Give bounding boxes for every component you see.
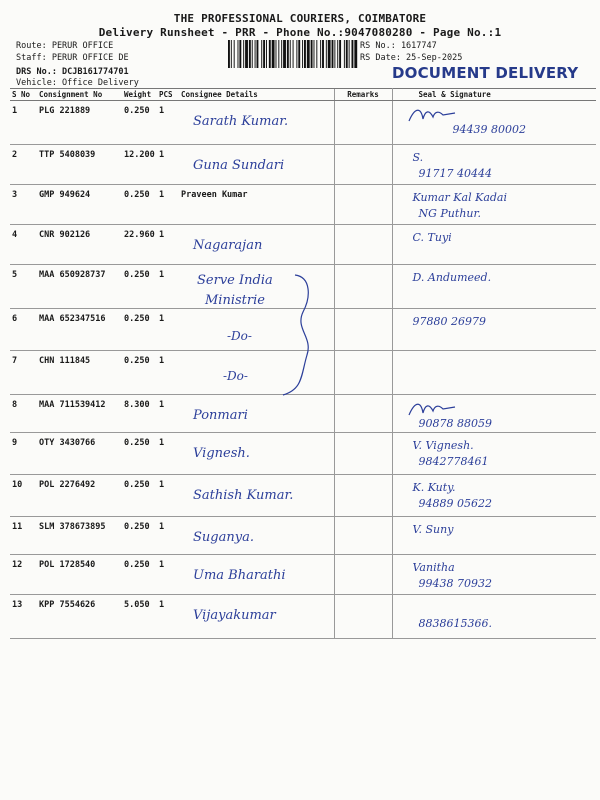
row-weight: 0.250 <box>122 351 157 395</box>
ditto-1: -Do- <box>227 329 252 343</box>
barcode-bar <box>238 40 239 68</box>
barcode-bar <box>243 40 244 68</box>
row-weight: 22.960 <box>122 225 157 265</box>
consignee-handwritten-name: Sathish Kumar. <box>193 488 294 503</box>
barcode-bar <box>266 40 267 68</box>
row-sno: 13 <box>10 595 37 639</box>
row-remarks <box>334 517 392 555</box>
barcode-bar <box>304 40 306 68</box>
row-consignee <box>179 185 334 225</box>
row-signature <box>392 433 596 475</box>
col-consignee: Consignee Details <box>179 89 334 101</box>
staff-line: Staff: PERUR OFFICE DE <box>16 53 129 63</box>
barcode-bar <box>239 40 241 68</box>
row-consignment-no: TTP 5408039 <box>37 145 122 185</box>
consignee-typed-name: Praveen Kumar <box>181 190 248 200</box>
barcode-bar <box>354 40 357 68</box>
barcode-bar <box>269 40 271 68</box>
barcode-bar <box>326 40 327 68</box>
barcode-bar <box>320 40 321 68</box>
row-consignment-no: MAA 711539412 <box>37 395 122 433</box>
signature-text: D. Andumeed. <box>412 271 492 284</box>
row-weight: 5.050 <box>122 595 157 639</box>
row-sno: 1 <box>10 101 37 145</box>
barcode-bar <box>307 40 310 68</box>
row-consignment-no: MAA 650928737 <box>37 265 122 309</box>
row-weight: 12.200 <box>122 145 157 185</box>
barcode-bar <box>344 40 345 68</box>
col-weight: Weight <box>122 89 157 101</box>
signature-phone: NG Puthur. <box>418 207 482 220</box>
table-row <box>10 433 596 475</box>
rs-date-line: RS Date: 25-Sep-2025 <box>360 53 463 63</box>
row-signature <box>392 475 596 517</box>
row-remarks <box>334 433 392 475</box>
row-consignment-no: CHN 111845 <box>37 351 122 395</box>
document-delivery-stamp: DOCUMENT DELIVERY <box>392 64 579 82</box>
table-row <box>10 225 596 265</box>
row-consignment-no: MAA 652347516 <box>37 309 122 351</box>
consignee-handwritten-name: Nagarajan <box>193 238 263 253</box>
row-pcs: 1 <box>157 101 179 145</box>
signature-text: Kumar Kal Kadai <box>412 191 507 204</box>
signature-text: V. Suny <box>412 523 454 536</box>
row-remarks <box>334 309 392 351</box>
row-consignee <box>179 555 334 595</box>
row-consignee <box>179 595 334 639</box>
barcode-bar <box>334 40 335 68</box>
barcode-bar <box>255 40 256 68</box>
row-pcs: 1 <box>157 225 179 265</box>
barcode-bar <box>263 40 265 68</box>
row-sno: 5 <box>10 265 37 309</box>
row-signature <box>392 595 596 639</box>
barcode-bar <box>231 40 232 68</box>
barcode-bar <box>298 40 300 68</box>
row-remarks <box>334 225 392 265</box>
company-title: THE PROFESSIONAL COURIERS, COIMBATORE <box>173 12 427 25</box>
row-signature <box>392 185 596 225</box>
consignee-handwritten-name: Guna Sundari <box>193 158 285 173</box>
barcode-bar <box>290 40 291 68</box>
row-consignment-no: CNR 902126 <box>37 225 122 265</box>
row-pcs: 1 <box>157 351 179 395</box>
signature-scribble <box>407 105 457 125</box>
barcode-bar <box>337 40 338 68</box>
row-consignee <box>179 101 334 145</box>
barcode-bar <box>276 40 277 68</box>
signature-text: Vanitha <box>412 561 455 574</box>
barcode-bar <box>332 40 334 68</box>
table-row <box>10 145 596 185</box>
row-signature <box>392 517 596 555</box>
row-consignment-no: SLM 378673895 <box>37 517 122 555</box>
barcode-bar <box>234 40 235 68</box>
row-remarks <box>334 101 392 145</box>
barcode-bar <box>287 40 289 68</box>
row-consignee <box>179 475 334 517</box>
barcode-bar <box>328 40 331 68</box>
row-consignment-no: KPP 7554626 <box>37 595 122 639</box>
row-remarks <box>334 145 392 185</box>
row-remarks <box>334 265 392 309</box>
row-weight: 0.250 <box>122 433 157 475</box>
signature-phone: 91717 40444 <box>418 167 492 180</box>
row-pcs: 1 <box>157 555 179 595</box>
table-row <box>10 185 596 225</box>
barcode-bar <box>302 40 303 68</box>
row-sno: 2 <box>10 145 37 185</box>
row-weight: 0.250 <box>122 101 157 145</box>
bracket-line-2: Ministrie <box>205 293 265 308</box>
barcode-bar <box>311 40 313 68</box>
row-consignment-no: POL 1728540 <box>37 555 122 595</box>
row-signature <box>392 309 596 351</box>
row-signature <box>392 395 596 433</box>
row-weight: 0.250 <box>122 265 157 309</box>
row-sno: 7 <box>10 351 37 395</box>
barcode-bar <box>339 40 341 68</box>
row-weight: 0.250 <box>122 475 157 517</box>
row-weight: 0.250 <box>122 517 157 555</box>
route-line: Route: PERUR OFFICE <box>16 41 114 51</box>
barcode-bar <box>278 40 279 68</box>
consignee-handwritten-name: Vijayakumar <box>193 608 276 623</box>
row-consignee <box>179 433 334 475</box>
row-consignment-no: PLG 221889 <box>37 101 122 145</box>
barcode-bar <box>322 40 324 68</box>
signature-text: V. Vignesh. <box>412 439 474 452</box>
barcode-bar <box>316 40 317 68</box>
signature-phone: 90878 88059 <box>418 417 492 430</box>
signature-text: C. Tuyi <box>412 231 452 244</box>
row-remarks <box>334 555 392 595</box>
barcode-bar <box>252 40 253 68</box>
row-weight: 8.300 <box>122 395 157 433</box>
col-pcs: PCS <box>157 89 179 101</box>
barcode-bar <box>283 40 286 68</box>
row-remarks <box>334 185 392 225</box>
row-pcs: 1 <box>157 145 179 185</box>
row-pcs: 1 <box>157 309 179 351</box>
row-pcs: 1 <box>157 265 179 309</box>
row-sno: 8 <box>10 395 37 433</box>
row-signature <box>392 351 596 395</box>
meta-left <box>16 40 139 89</box>
signature-phone: 94889 05622 <box>418 497 492 510</box>
row-consignee <box>179 145 334 185</box>
row-sno: 4 <box>10 225 37 265</box>
row-consignment-no: POL 2276492 <box>37 475 122 517</box>
barcode-bar <box>352 40 354 68</box>
row-pcs: 1 <box>157 395 179 433</box>
signature-scribble <box>407 399 457 419</box>
row-weight: 0.250 <box>122 309 157 351</box>
row-signature <box>392 225 596 265</box>
row-consignment-no: GMP 949624 <box>37 185 122 225</box>
barcode-bar <box>296 40 297 68</box>
row-remarks <box>334 395 392 433</box>
signature-phone: 8838615366. <box>418 617 492 630</box>
vehicle-line: Vehicle: Office Delivery <box>16 78 139 88</box>
barcode-bar <box>257 40 259 68</box>
table-row <box>10 517 596 555</box>
barcode-bar <box>314 40 315 68</box>
table-row <box>10 475 596 517</box>
consignee-handwritten-name: Uma Bharathi <box>193 568 286 583</box>
row-signature <box>392 555 596 595</box>
table-header-row <box>10 89 596 101</box>
barcode-bar <box>281 40 282 68</box>
barcode-bar <box>346 40 348 68</box>
row-signature <box>392 101 596 145</box>
row-signature <box>392 145 596 185</box>
col-sno: S No <box>10 89 37 101</box>
signature-text: 97880 26979 <box>412 315 486 328</box>
consignee-handwritten-name: Sarath Kumar. <box>193 114 289 129</box>
barcode <box>228 40 358 68</box>
consignee-handwritten-name: Vignesh. <box>193 446 250 461</box>
barcode-bar <box>228 40 230 68</box>
signature-text: K. Kuty. <box>412 481 456 494</box>
barcode-bar <box>293 40 294 68</box>
consignee-handwritten-name: Ponmari <box>193 408 248 423</box>
ditto-2: -Do- <box>223 369 248 383</box>
row-remarks <box>334 475 392 517</box>
barcode-bar <box>261 40 262 68</box>
table-row <box>10 555 596 595</box>
row-remarks <box>334 351 392 395</box>
row-pcs: 1 <box>157 433 179 475</box>
row-pcs: 1 <box>157 475 179 517</box>
table-row <box>10 101 596 145</box>
signature-phone: 94439 80002 <box>452 123 526 136</box>
row-sno: 3 <box>10 185 37 225</box>
row-signature <box>392 265 596 309</box>
table-row <box>10 595 596 639</box>
col-signature: Seal & Signature <box>392 89 596 101</box>
barcode-bar <box>349 40 350 68</box>
row-pcs: 1 <box>157 185 179 225</box>
row-consignee <box>179 225 334 265</box>
grouping-bracket <box>183 267 323 401</box>
consignee-handwritten-name: Suganya. <box>193 530 254 545</box>
col-remarks: Remarks <box>334 89 392 101</box>
row-consignee <box>179 517 334 555</box>
bracket-line-1: Serve India <box>197 273 273 288</box>
col-consignment: Consignment No <box>37 89 122 101</box>
signature-phone: 99438 70932 <box>418 577 492 590</box>
barcode-bar <box>272 40 275 68</box>
row-sno: 6 <box>10 309 37 351</box>
barcode-bar <box>249 40 251 68</box>
meta-right <box>360 40 462 64</box>
rs-no-line: RS No.: 1617747 <box>360 41 437 51</box>
barcode-bar <box>245 40 248 68</box>
row-consignment-no: OTY 3430766 <box>37 433 122 475</box>
row-sno: 10 <box>10 475 37 517</box>
row-weight: 0.250 <box>122 185 157 225</box>
row-sno: 9 <box>10 433 37 475</box>
row-weight: 0.250 <box>122 555 157 595</box>
row-sno: 11 <box>10 517 37 555</box>
row-sno: 12 <box>10 555 37 595</box>
signature-phone: 9842778461 <box>418 455 489 468</box>
row-remarks <box>334 595 392 639</box>
row-pcs: 1 <box>157 517 179 555</box>
signature-text: S. <box>412 151 424 164</box>
drs-line: DRS No.: DCJB161774701 <box>16 67 129 77</box>
row-pcs: 1 <box>157 595 179 639</box>
runsheet-subtitle: Delivery Runsheet - PRR - Phone No.:9047080280 - Page No.:1 <box>98 26 502 39</box>
